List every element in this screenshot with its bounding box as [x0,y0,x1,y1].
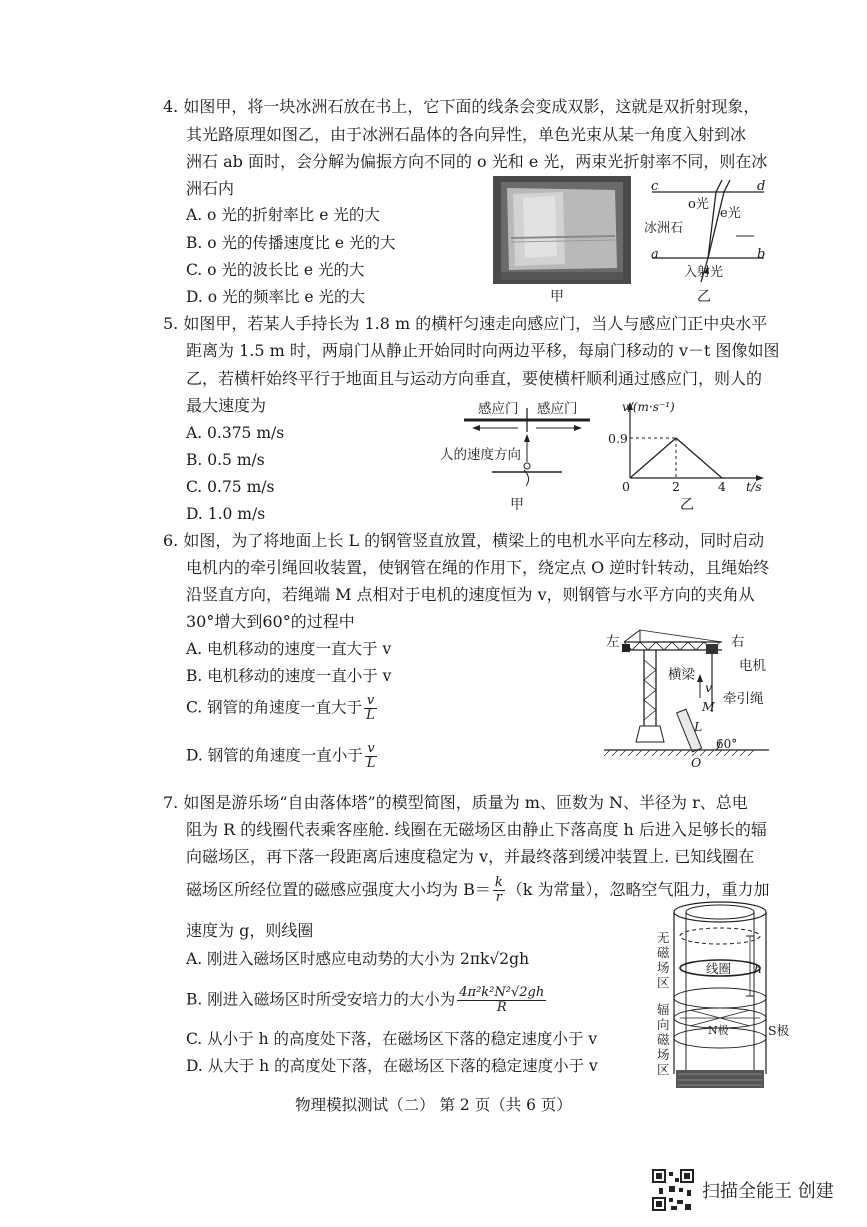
q7-label-coil: 线圈 [706,961,732,976]
q6-label-motor: 电机 [739,658,766,674]
q5-fig-jia-caption: 甲 [510,497,524,513]
q6-label-angle: 60° [716,737,738,751]
q6-line-3: 沿竖直方向，若绳端 M 点相对于电机的速度恒为 v，则钢管与水平方向的夹角从 [186,585,755,604]
q6-option-c-text: C. 钢管的角速度一直大于 [186,698,363,717]
q5-line-2: 距离为 1.5 m 时，两扇门从静止开始同时向两边平移，每扇门移动的 v－t 图像如图 [186,341,780,360]
q5-option-c: C. 0.75 m/s [186,478,275,496]
q4-label-o-light: o光 [688,197,709,212]
q7-label-n-pole: N极 [708,1024,729,1037]
q7-b-fraction: $\frac{k}{r}$ [494,875,503,905]
q6-option-b: B. 电机移动的速度一直小于 v [186,667,392,685]
q7-line-2: 阻为 R 的线圈代表乘客座舱. 线圈在无磁场区由静止下落高度 h 后进入足够长的辐 [186,820,767,839]
q6-option-d [186,742,379,771]
q4-fig-jia-caption: 甲 [550,289,564,305]
q7-line-4-tail: （k 为常量），忽略空气阻力，重力加 [506,880,770,899]
q4-line-2: 其光路原理如图乙，由于冰洲石晶体的各向异性，单色光束从某一角度入射到冰 [186,125,747,144]
q5-graph-xtick-0: 0 [622,479,630,494]
q5-option-b: B. 0.5 m/s [186,451,265,469]
q6-option-d-text: D. 钢管的角速度一直小于 [186,746,363,765]
q5-line-4: 最大速度为 [186,396,267,415]
q6-label-L: L [694,719,703,734]
q5-line-3: 乙，若横杆始终平行于地面且与运动方向垂直，要使横杆顺利通过感应门，则人的 [186,369,763,388]
q7-label-h: h [754,961,763,976]
q4-label-a: a [651,247,659,262]
q4-option-b: B. o 光的传播速度比 e 光的大 [186,234,396,252]
q4-label-e-light: e光 [720,206,741,221]
qr-code-icon [651,1168,695,1212]
q4-option-c: C. o 光的波长比 e 光的大 [186,261,365,279]
q4-line-1: 4. 如图甲，将一块冰洲石放在书上，它下面的线条会变成双影，这就是双折射现象， [163,97,760,116]
q6-label-O: O [691,755,702,770]
q6-line-1: 6. 如图，为了将地面上长 L 的钢管竖直放置，横梁上的电机水平向左移动，同时启动 [163,531,765,550]
q7-tower-figure [650,898,790,1094]
q6-line-4: 30°增大到60°的过程中 [186,612,355,631]
q6-option-d-fraction: $\frac{v}{L}$ [366,741,376,771]
q7-label-s-pole: S极 [768,1023,790,1038]
q7-option-d: D. 从大于 h 的高度处下落，在磁场区下落的稳定速度小于 v [186,1057,598,1075]
q4-fig-yi-caption: 乙 [697,289,711,305]
q6-label-rope: 牵引绳 [723,691,764,707]
q7-line-4-text: 磁场区所经位置的磁感应强度大小均为 B＝ [186,880,491,899]
q5-graph-ylabel: v/(m·s⁻¹) [622,400,675,414]
q4-label-b: b [757,247,766,262]
q7-line-3: 向磁场区，再下落一段距离后速度稳定为 v，并最终落到缓冲装置上. 已知线圈在 [186,847,755,866]
q6-line-2: 电机内的牵引绳回收装置，使钢管在绳的作用下，绕定点 O 逆时针转动，且绳始终 [186,558,770,577]
q5-option-a: A. 0.375 m/s [186,424,285,442]
q6-option-c-fraction: $\frac{v}{L}$ [366,693,375,723]
q6-label-beam: 横梁 [668,667,695,683]
q5-person-direction-label: 人的速度方向 [440,447,521,463]
q7-label-radial-field: 辐向磁场区 [657,1002,670,1077]
watermark-text: 扫描全能王 创建 [702,1181,834,1202]
q4-label-incident: 入射光 [684,265,724,280]
q5-graph-xtick-4: 4 [718,479,726,494]
q6-label-M: M [702,699,715,714]
q7-option-b-text: B. 刚进入磁场区时所受安培力的大小为 [186,990,456,1009]
q7-line-5: 速度为 g，则线圈 [186,921,314,940]
q7-option-a: A. 刚进入磁场区时感应电动势的大小为 2πk√2gh [186,950,530,968]
page-footer: 物理模拟测试（二） 第 2 页（共 6 页） [295,1096,572,1114]
q6-label-right: 右 [731,634,745,650]
q4-line-4: 洲石内 [186,179,235,198]
q7-option-c: C. 从小于 h 的高度处下落，在磁场区下落的稳定速度小于 v [186,1030,598,1048]
q4-label-d: d [757,179,766,194]
q6-option-c [186,694,379,723]
q5-door-left-label: 感应门 [478,401,519,417]
q5-graph-xlabel: t/s [746,479,762,494]
q4-fig-jia-photo [493,176,631,284]
q7-label-no-field: 无磁场区 [657,930,670,990]
q4-line-3: 洲石 ab 面时，会分解为偏振方向不同的 o 光和 e 光，两束光折射率不同，则在冰 [186,152,768,171]
q5-fig-yi-caption: 乙 [680,497,694,513]
q5-line-1: 5. 如图甲，若某人手持长为 1.8 m 的横杆匀速走向感应门，当人与感应门正中央水平 [163,314,768,333]
q4-option-d: D. o 光的频率比 e 光的大 [186,288,366,306]
q6-label-v: v [705,680,713,695]
q7-line-1: 7. 如图是游乐场“自由落体塔”的模型简图，质量为 m、匝数为 N、半径为 r、总电 [163,793,748,812]
q6-option-a: A. 电机移动的速度一直大于 v [186,640,392,658]
q5-door-right-label: 感应门 [537,401,578,417]
q5-graph-ytick: 0.9 [608,431,628,446]
q4-option-a: A. o 光的折射率比 e 光的大 [186,206,380,224]
q5-graph-xtick-2: 2 [672,479,680,494]
q6-label-left: 左 [606,634,620,650]
q7-option-b-fraction: $\frac{\text{4π²k²N²√2gh}}{R}$ [459,985,545,1015]
q4-label-crystal: 冰洲石 [644,221,684,236]
q5-option-d: D. 1.0 m/s [186,505,266,523]
q7-option-b [186,986,548,1015]
q4-label-c: c [651,179,659,194]
